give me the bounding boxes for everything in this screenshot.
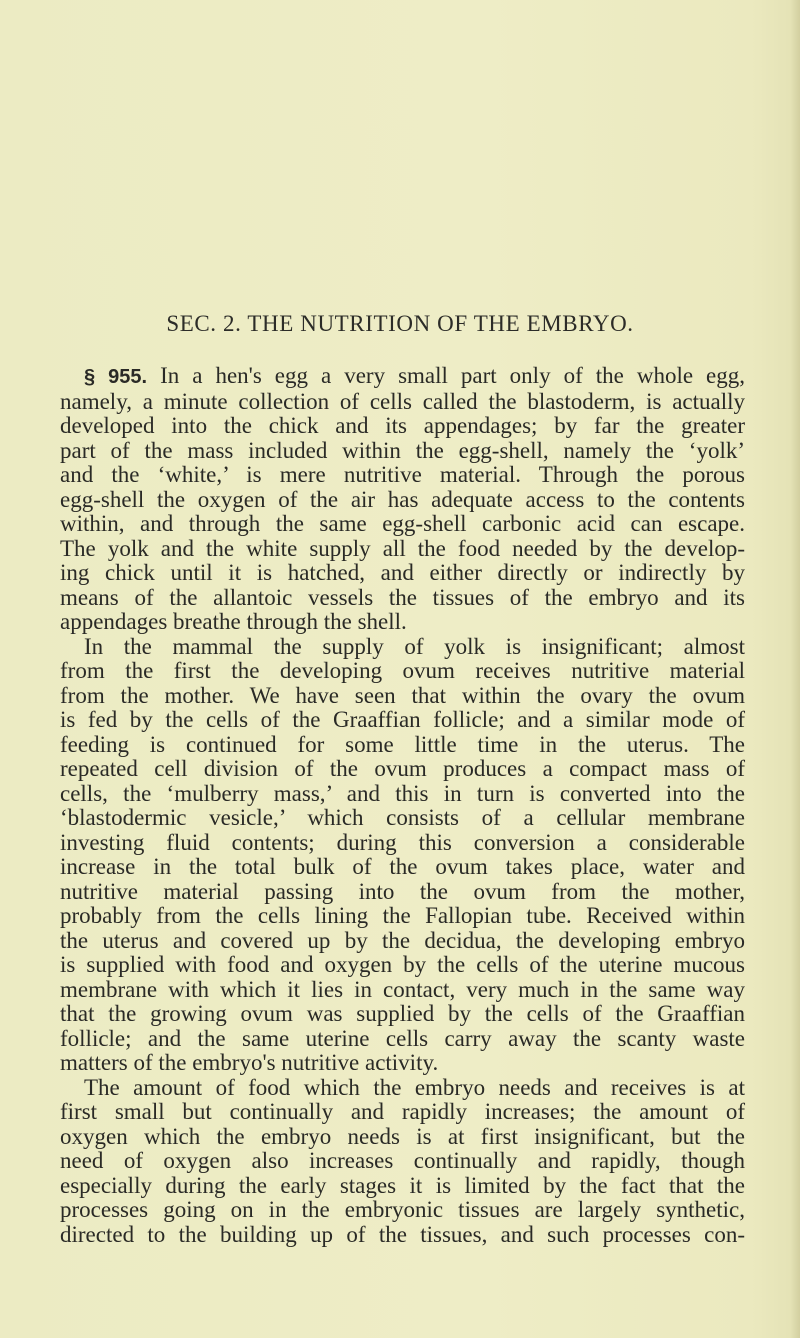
text-line: follicle; and the same uterine cells carry away the scanty waste: [60, 1025, 745, 1051]
text-line: the uterus and covered up by the decidua, the developing embryo: [60, 927, 745, 953]
section-heading: SEC. 2. THE NUTRITION OF THE EMBRYO.: [166, 311, 634, 336]
paragraph-mammal: [60, 635, 745, 1076]
text-line: from the mother. We have seen that within the ovary the ovum: [60, 682, 745, 708]
text-line: developed into the chick and its appendages; by far the greater: [60, 413, 745, 438]
paragraph-955: [60, 364, 745, 635]
text-line: especially during the early stages it is limited by the fact that the: [60, 1172, 745, 1198]
text-line: matters of the embryo's nutritive activity.: [60, 1050, 439, 1075]
text-line: means of the allantoic vessels the tissues of the embryo and its: [60, 584, 745, 610]
text-line: is supplied with food and oxygen by the cells of the uterine mucous: [60, 952, 745, 977]
text-line: repeated cell division of the ovum produces a compact mass of: [60, 756, 745, 781]
text-line: part of the mass included within the egg-shell, namely the ‘yolk’: [60, 437, 745, 463]
text-line-content: In a hen's egg a very small part only of the whole egg,: [160, 363, 746, 388]
paragraph-number: 955.: [108, 366, 148, 388]
text-line: appendages breathe through the shell.: [60, 609, 407, 634]
text-line: The yolk and the white supply all the food needed by the develop-: [60, 535, 745, 561]
text-line: from the first the developing ovum receives nutritive material: [60, 658, 745, 683]
text-line: membrane with which it lies in contact, very much in the same way: [60, 976, 745, 1002]
text-line: The amount of food which the embryo needs and receives is at: [84, 1074, 745, 1100]
text-line: probably from the cells lining the Fallopian tube. Received within: [60, 903, 745, 928]
text-line: within, and through the same egg-shell carbonic acid can escape.: [60, 511, 745, 536]
text-line: ing chick until it is hatched, and either directly or indirectly by: [60, 560, 745, 585]
text-line: In the mammal the supply of yolk is insignificant; almost: [84, 633, 745, 659]
text-line: nutritive material passing into the ovum from the mother,: [60, 878, 745, 904]
text-line: first small but continually and rapidly increases; the amount of: [60, 1099, 745, 1124]
text-line: ‘blastodermic vesicle,’ which consists of a cellular membrane: [60, 805, 745, 830]
text-line: processes going on in the embryonic tissues are largely synthetic,: [60, 1197, 745, 1222]
text-line: [60, 364, 745, 390]
text-line: investing fluid contents; during this conversion a considerable: [60, 829, 745, 855]
text-line: cells, the ‘mulberry mass,’ and this in turn is converted into the: [60, 780, 745, 806]
text-line: and the ‘white,’ is mere nutritive material. Through the porous: [60, 462, 745, 487]
text-line: that the growing ovum was supplied by the cells of the Graaffian: [60, 1001, 745, 1026]
text-line: namely, a minute collection of cells called the blastoderm, is actually: [60, 388, 745, 414]
text-line: directed to the building up of the tissues, and such processes con-: [60, 1221, 745, 1247]
text-line: need of oxygen also increases continually and rapidly, though: [60, 1148, 745, 1173]
paragraph-food-amount: [60, 1076, 745, 1248]
section-sign: §: [84, 366, 96, 388]
text-line: increase in the total bulk of the ovum takes place, water and: [60, 854, 745, 879]
text-line: feeding is continued for some little time in the uterus. The: [60, 731, 745, 757]
page-edge-shadow: [790, 0, 800, 1338]
text-line: oxygen which the embryo needs is at first insignificant, but the: [60, 1123, 745, 1149]
text-line: egg-shell the oxygen of the air has adequate access to the contents: [60, 486, 745, 512]
body-text: [60, 364, 745, 1247]
text-line: is fed by the cells of the Graaffian follicle; and a similar mode of: [60, 707, 745, 732]
